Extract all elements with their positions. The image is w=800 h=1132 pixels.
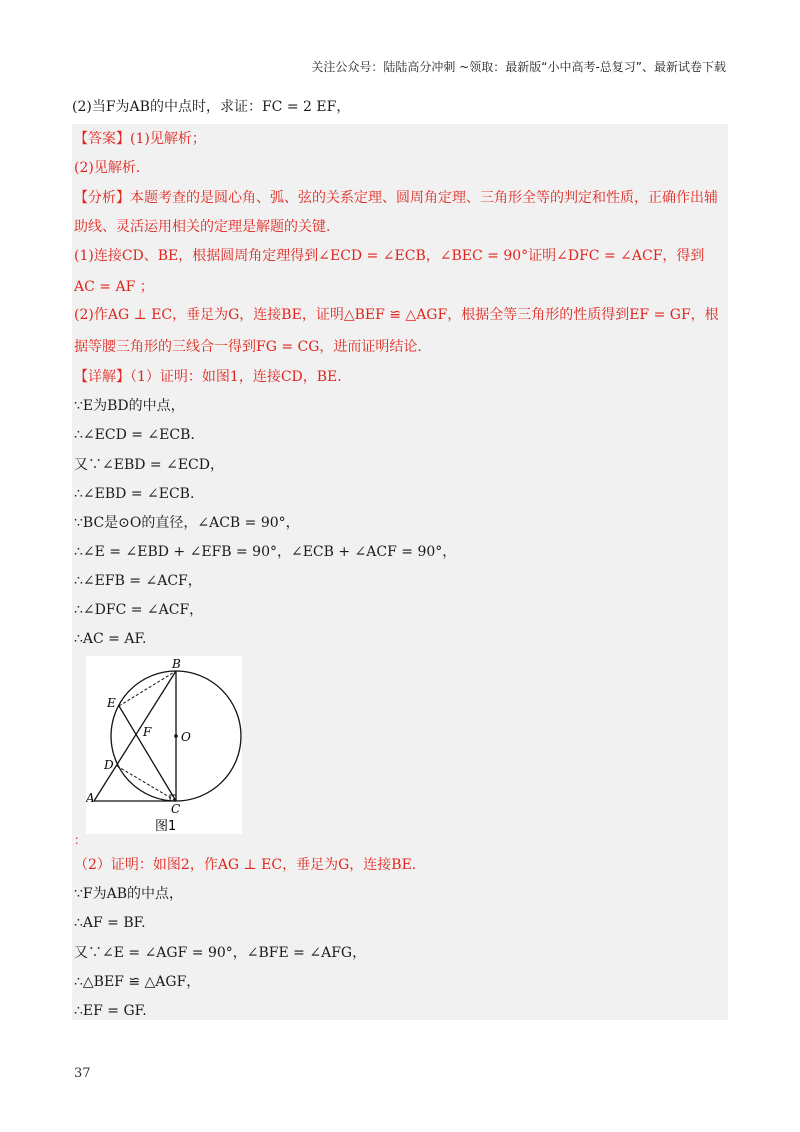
proof-line: ∴AF = BF.	[74, 915, 146, 931]
analysis-line: AC = AF ；	[74, 279, 154, 295]
detail-line: （2）证明：如图2，作AG ⊥ EC，垂足为G，连接BE.	[74, 857, 417, 873]
proof-line: ∴∠ECD = ∠ECB.	[74, 427, 195, 443]
center-dot	[174, 734, 178, 738]
proof-line: ∴∠DFC = ∠ACF，	[74, 602, 204, 618]
answer-line: (2)见解析.	[74, 160, 141, 176]
segment-ec	[119, 706, 176, 801]
segment-dc	[117, 766, 176, 801]
label-a: A	[86, 791, 95, 805]
geometry-diagram	[86, 656, 242, 834]
proof-line: 又∵∠EBD = ∠ECD，	[74, 457, 224, 473]
label-c: C	[171, 802, 181, 816]
label-e: E	[107, 696, 116, 710]
analysis-line: (1)连接CD、BE，根据圆周角定理得到∠ECD = ∠ECB，∠BEC = 90°证明∠DFC = ∠ACF，得到	[74, 248, 705, 264]
page-number: 37	[74, 1066, 91, 1081]
analysis-line: 助线、灵活运用相关的定理是解题的关键.	[74, 219, 331, 235]
proof-line: ∵F为AB的中点，	[74, 886, 184, 902]
proof-line: 又∵∠E = ∠AGF = 90°，∠BFE = ∠AFG，	[74, 945, 367, 961]
figure-1	[86, 656, 242, 834]
answer-line: 【答案】(1)见解析；	[74, 131, 206, 147]
proof-line: ∴EF = GF.	[74, 1003, 147, 1019]
question-text: (2)当F为AB的中点时，求证：FC = 2 EF，	[72, 99, 351, 115]
label-f: F	[143, 725, 152, 739]
proof-line: ∴△BEF ≌ △AGF，	[74, 974, 201, 990]
analysis-line: (2)作AG ⊥ EC，垂足为G，连接BE，证明△BEF ≌ △AGF，根据全等三角形的性质得到EF = GF，根	[74, 307, 719, 323]
proof-line: ∴AC = AF.	[74, 631, 147, 647]
label-d: D	[104, 758, 114, 772]
segment-eb	[119, 671, 176, 706]
analysis-line: 据等腰三角形的三线合一得到FG = CG，进而证明结论.	[74, 339, 422, 355]
proof-line: ∴∠E = ∠EBD + ∠EFB = 90°，∠ECB + ∠ACF = 90°，	[74, 544, 457, 560]
proof-line: ∵E为BD的中点，	[74, 398, 185, 414]
proof-line: ∵BC是⊙O的直径，∠ACB = 90°，	[74, 515, 300, 531]
page-header: 关注公众号：陆陆高分冲刺 ~领取：最新版“小中高考-总复习”、最新试卷下载	[311, 60, 726, 74]
analysis-line: 【分析】本题考查的是圆心角、弧、弦的关系定理、圆周角定理、三角形全等的判定和性质，正确作出辅	[74, 190, 718, 206]
figure-caption: 图1	[155, 819, 177, 834]
proof-line: ∴∠EFB = ∠ACF，	[74, 573, 202, 589]
proof-line: ∴∠EBD = ∠ECB.	[74, 486, 195, 502]
label-b: B	[172, 657, 181, 671]
detail-line: 【详解】（1）证明：如图1，连接CD，BE.	[74, 369, 342, 385]
colon-mark: ：	[74, 833, 87, 847]
label-o: O	[181, 730, 191, 744]
